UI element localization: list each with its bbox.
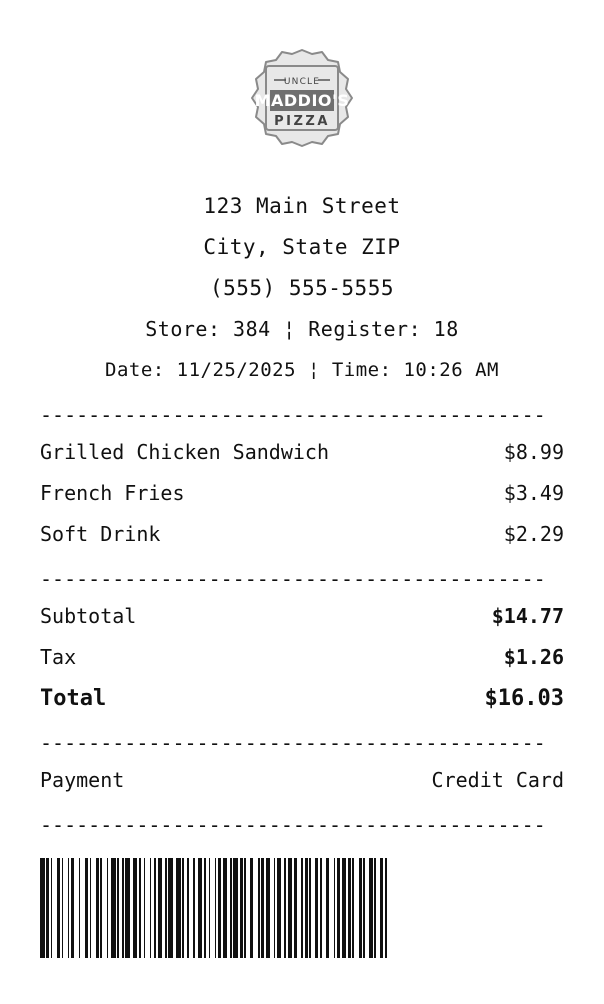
store-register-info: Store: 384 ¦ Register: 18 bbox=[145, 317, 459, 341]
divider-barcode-top: ------------------------------------------ bbox=[40, 813, 546, 834]
totals-section bbox=[40, 596, 564, 719]
subtotal-label: Subtotal bbox=[40, 604, 137, 628]
svg-text:UNCLE: UNCLE bbox=[283, 77, 321, 87]
line-item-price: $3.49 bbox=[503, 481, 564, 505]
line-item-label: French Fries bbox=[40, 481, 185, 505]
payment-label: Payment bbox=[40, 768, 125, 792]
svg-text:MADDIO'S: MADDIO'S bbox=[254, 91, 350, 110]
payment-row bbox=[40, 760, 564, 801]
tax-value: $1.26 bbox=[503, 645, 564, 669]
barcode-bar bbox=[387, 858, 392, 958]
address-line-2: City, State ZIP bbox=[203, 235, 401, 259]
line-item-label: Soft Drink bbox=[40, 522, 161, 546]
divider-totals-top: ------------------------------------------ bbox=[40, 567, 546, 588]
barcode bbox=[40, 858, 564, 958]
date-time-info: Date: 11/25/2025 ¦ Time: 10:26 AM bbox=[105, 359, 499, 381]
payment-section bbox=[40, 760, 564, 801]
line-items bbox=[40, 432, 564, 555]
store-header bbox=[40, 186, 564, 391]
payment-method: Credit Card bbox=[431, 768, 564, 792]
total-value: $16.03 bbox=[484, 686, 564, 711]
line-item-price: $8.99 bbox=[503, 440, 564, 464]
line-item bbox=[40, 432, 564, 473]
line-item bbox=[40, 473, 564, 514]
uncle-maddios-logo bbox=[244, 48, 360, 152]
total-row bbox=[40, 678, 564, 719]
svg-text:PIZZA: PIZZA bbox=[274, 114, 330, 129]
subtotal-value: $14.77 bbox=[491, 604, 564, 628]
phone-number: (555) 555-5555 bbox=[209, 276, 394, 300]
address-line-1: 123 Main Street bbox=[203, 194, 401, 218]
tax-label: Tax bbox=[40, 645, 77, 669]
subtotal-row bbox=[40, 596, 564, 637]
line-item bbox=[40, 514, 564, 555]
divider-payment-top: ------------------------------------------ bbox=[40, 731, 546, 752]
divider-items-top: ------------------------------------------ bbox=[40, 403, 546, 424]
tax-row bbox=[40, 637, 564, 678]
line-item-label: Grilled Chicken Sandwich bbox=[40, 440, 329, 464]
total-label: Total bbox=[40, 686, 107, 711]
line-item-price: $2.29 bbox=[503, 522, 564, 546]
